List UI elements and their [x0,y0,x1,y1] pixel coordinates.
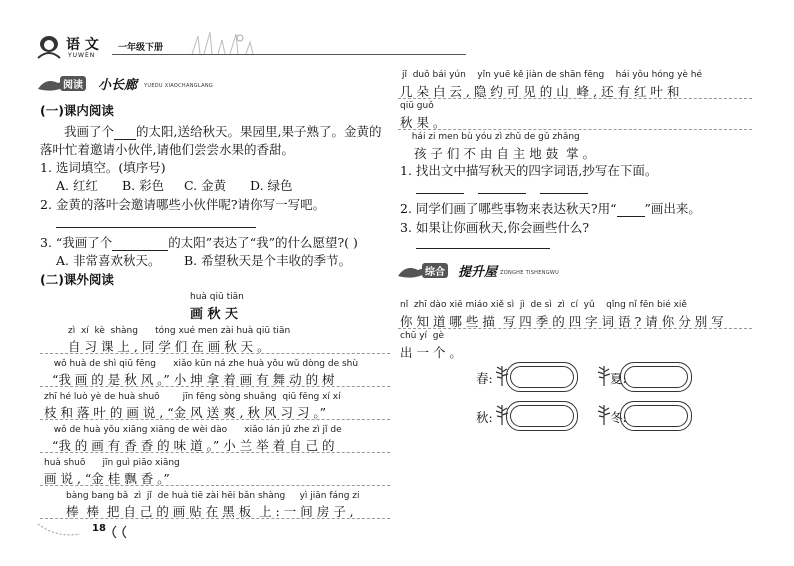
story-line5: 画 说 , “金 桂 飘 香 。” [44,471,170,486]
story-rule [398,98,752,99]
story-line1-pinyin: zì xí kè shàng tóng xué men zài huà qiū tiān [68,326,291,336]
story-cont-line1-pinyin: jǐ duǒ bái yún yǐn yuē kě jiàn de shān fēng hái yǒu hóng yè hé [402,70,703,80]
reading-banner-title: 小长廊 [98,78,138,93]
story-line5-pinyin: huà shuō jīn guì piāo xiāng [44,458,180,468]
season-spring-box[interactable] [506,362,578,392]
part1-heading: (一)课内阅读 [40,103,114,118]
header-mascot [34,34,64,60]
header-grade: 一年级下册 [118,43,164,53]
part1-passage-line1: 我画了个 的太阳,送给秋天。果园里,果子熟了。金黄的 [64,124,382,139]
q1-option-b: B. 彩色 [122,178,165,193]
story-cont-line2-pinyin: qiū guǒ [400,101,434,111]
q2-answer-line[interactable] [56,227,256,228]
part1-q3: 3. “我画了个 的太阳”表达了“我”的什么愿望?( ) [40,235,358,250]
q1-answer-line-2[interactable] [478,193,526,194]
footer-decoration-icon [36,520,146,540]
season-summer-label: 夏: [610,371,627,386]
reading-banner-pinyin: YUEDU XIAOCHANGLANG [144,83,214,89]
q3-option-b: B. 希望秋天是个丰收的季节。 [184,253,352,268]
part2-q2: 2. 同学们画了哪些事物来表达秋天?用“ ”画出来。 [400,201,701,216]
season-winter-label: 冬: [610,410,627,425]
comprehensive-banner-title: 提升屋 [458,265,498,280]
story-title: 画 秋 天 [190,307,239,322]
part2-heading: (二)课外阅读 [40,272,114,287]
header-subject-pinyin: YUWEN [68,52,96,59]
story-title-pinyin: huà qiū tiān [190,292,244,302]
part2-q1: 1. 找出文中描写秋天的四字词语,抄写在下面。 [400,163,658,178]
reading-banner-tag: 阅读 [60,76,86,91]
part1-q1: 1. 选词填空。(填序号) [40,160,166,175]
story-rule [40,419,390,420]
story-cont-line3: 孩 子 们 不 由 自 主 地 鼓 掌 。 [406,146,596,161]
mascot-icon [34,34,64,60]
leaf-icon [596,364,612,392]
story-rule [398,129,752,130]
comprehensive-banner [396,262,626,280]
leaf-icon [596,403,612,431]
q1-answer-line-3[interactable] [540,193,588,194]
story-line3-pinyin: zhī hé luò yè de huà shuō jīn fēng sòng shuǎng qiū fēng xí xí [44,392,341,402]
part3-line1: 你 知 道 哪 些 描 写 四 季 的 四 字 词 语 ? 请 你 分 别 写 [400,314,724,329]
story-rule [40,353,390,354]
q1-option-d: D. 绿色 [250,178,293,193]
story-line6: 棒 棒 把 自 己 的 画 贴 在 黑 板 上 : 一 间 房 子 , [66,504,354,519]
story-rule [40,518,390,519]
header-subject: 语 文 [66,37,99,53]
season-summer-box[interactable] [620,362,692,392]
reading-banner [36,75,266,93]
story-rule [40,452,390,453]
story-cont-line3-pinyin: hái zi men bù yóu zì zhǔ de gǔ zhǎng [406,132,580,142]
story-rule [40,386,390,387]
part3-rule [398,328,752,329]
grass-decoration-icon [190,30,270,54]
q1-option-a: A. 红红 [56,178,98,193]
story-line6-pinyin: bàng bang bǎ zì jǐ de huà tiē zài hēi bǎn shàng yì jiān fáng zi [66,491,360,501]
part3-line2: 出 一 个 。 [400,345,462,360]
part3-line1-pinyin: nǐ zhī dào xiē miáo xiě sì jì de sì zì cí yǔ qǐng nǐ fēn bié xiě [400,300,687,310]
q1-option-c: C. 金黄 [184,178,227,193]
q3-answer-line[interactable] [416,248,550,249]
story-rule [40,485,390,486]
part3-line2-pinyin: chū yí gè [400,331,445,341]
season-autumn-label: 秋: [476,410,493,425]
q2-underline-sample [617,216,645,217]
header-rule [112,54,466,55]
season-spring-label: 春: [476,371,493,386]
story-cont-line1: 几 朵 白 云 , 隐 约 可 见 的 山 峰 , 还 有 红 叶 和 [400,84,680,99]
story-line2-pinyin: wǒ huà de shì qiū fēng xiǎo kūn ná zhe huà yǒu wǔ dòng de shù [48,359,359,369]
season-autumn-box[interactable] [506,401,578,431]
part1-q2: 2. 金黄的落叶会邀请哪些小伙伴呢?请你写一写吧。 [40,197,326,212]
story-line1: 自 习 课 上 , 同 学 们 在 画 秋 天 。 [68,339,270,354]
story-line4: “我 的 画 有 香 香 的 味 道 。” 小 兰 举 着 自 己 的 [44,438,335,453]
story-line2: “我 画 的 是 秋 风 。” 小 坤 拿 着 画 有 舞 动 的 树 [44,372,335,387]
part1-passage-line2: 落叶忙着邀请小伙伴,请他们尝尝水果的香甜。 [40,142,294,157]
q1-answer-line-1[interactable] [416,193,464,194]
page-number: 18 [92,523,106,534]
story-line4-pinyin: wǒ de huà yǒu xiāng xiāng de wèi dào xiǎo lán jǔ zhe zì jǐ de [48,425,342,435]
story-cont-line2: 秋 果 。 [400,115,446,130]
story-line3: 枝 和 落 叶 的 画 说 , “金 风 送 爽 , 秋 风 习 习 。” [44,405,327,420]
part2-q3: 3. 如果让你画秋天,你会画些什么? [400,220,590,235]
comprehensive-banner-tag: 综合 [422,263,448,278]
season-winter-box[interactable] [620,401,692,431]
comprehensive-banner-pinyin: ZONGHE TISHENGWU [500,270,560,276]
q3-option-a: A. 非常喜欢秋天。 [56,253,161,268]
